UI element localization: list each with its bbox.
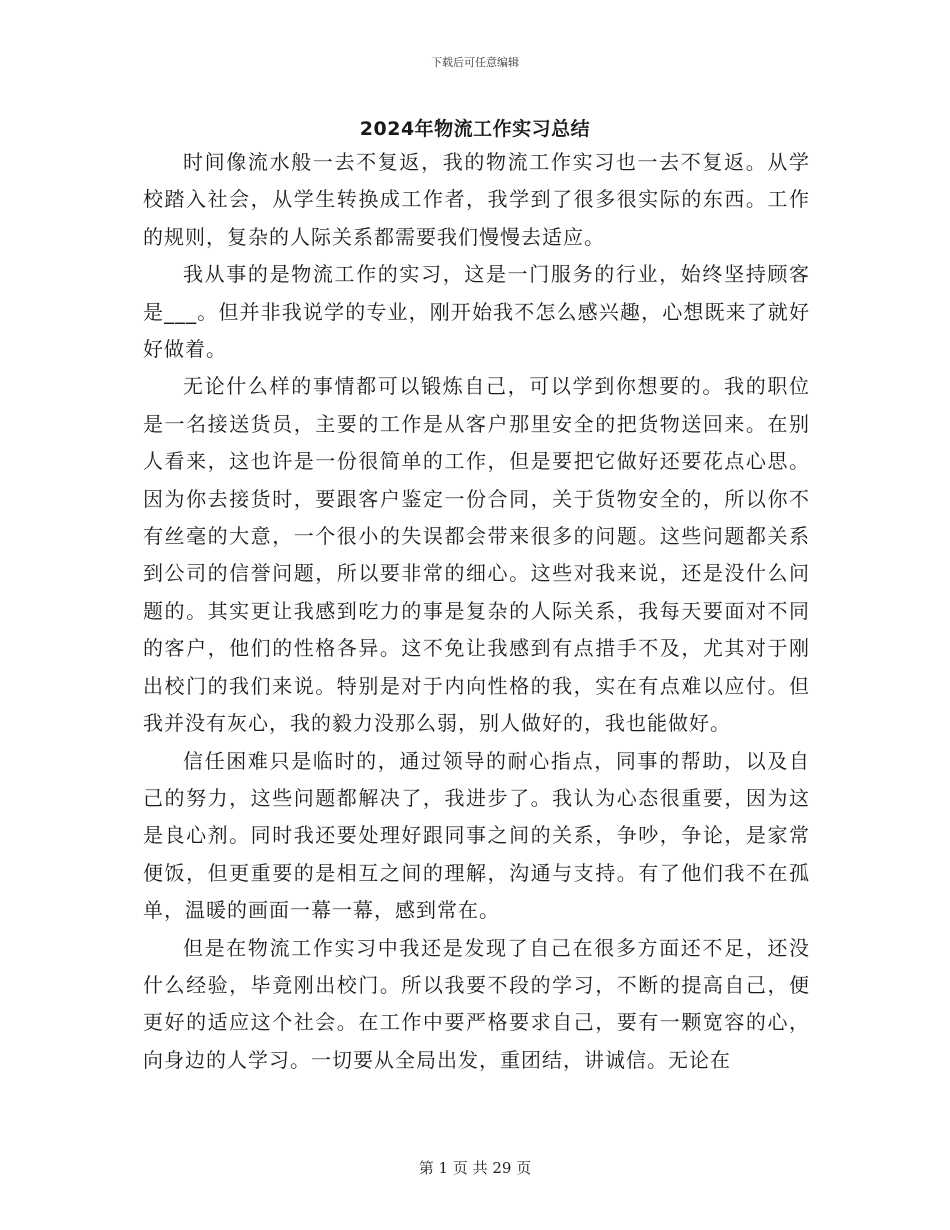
page-footer: 第 1 页 共 29 页 (418, 1159, 532, 1177)
paragraph-4: 信任困难只是临时的，通过领导的耐心指点，同事的帮助，以及自己的努力，这些问题都解决了，我进步了。我认为心态很重要，因为这是良心剂。同时我还要处理好跟同事之间的关系，争吵，争论，是家常便饭，但更重要的是相互之间的理解，沟通与支持。有了他们我不在孤单，温暖的画面一幕一幕，感到常在。 (143, 748, 810, 923)
paragraph-1: 时间像流水般一去不复返，我的物流工作实习也一去不复返。从学校踏入社会，从学生转换成工作者，我学到了很多很实际的东西。工作的规则，复杂的人际关系都需要我们慢慢去适应。 (143, 150, 810, 249)
paragraph-2: 我从事的是物流工作的实习，这是一门服务的行业，始终坚持顾客是___。但并非我说学的专业，刚开始我不怎么感兴趣，心想既来了就好好做着。 (143, 262, 810, 362)
paragraph-5: 但是在物流工作实习中我还是发现了自己在很多方面还不足，还没什么经验，毕竟刚出校门。所以我要不段的学习，不断的提高自己，便更好的适应这个社会。在工作中要严格要求自己，要有一颗宽容的心，向身边的人学习。一切要从全局出发，重团结，讲诚信。无论在 (143, 935, 810, 1072)
document-title: 2024年物流工作实习总结 (359, 118, 591, 140)
paragraph-3: 无论什么样的事情都可以锻炼自己，可以学到你想要的。我的职位是一名接送货员，主要的工作是从客户那里安全的把货物送回来。在别人看来，这也许是一份很简单的工作，但是要把它做好还要花点心思。因为你去接货时，要跟客户鉴定一份合同，关于货物安全的，所以你不有丝毫的大意，一个很小的失误都会带来很多的问题。这些问题都关系到公司的信誉问题，所以要非常的细心。这些对我来说，还是没什么问题的。其实更让我感到吃力的事是复杂的人际关系，我每天要面对不同的客户，他们的性格各异。这不免让我感到有点措手不及，尤其对于刚出校门的我们来说。特别是对于内向性格的我，实在有点难以应付。但我并没有灰心，我的毅力没那么弱，别人做好的，我也能做好。 (143, 374, 810, 736)
document-body (143, 144, 810, 1079)
header-note: 下载后可任意编辑 (431, 56, 519, 69)
